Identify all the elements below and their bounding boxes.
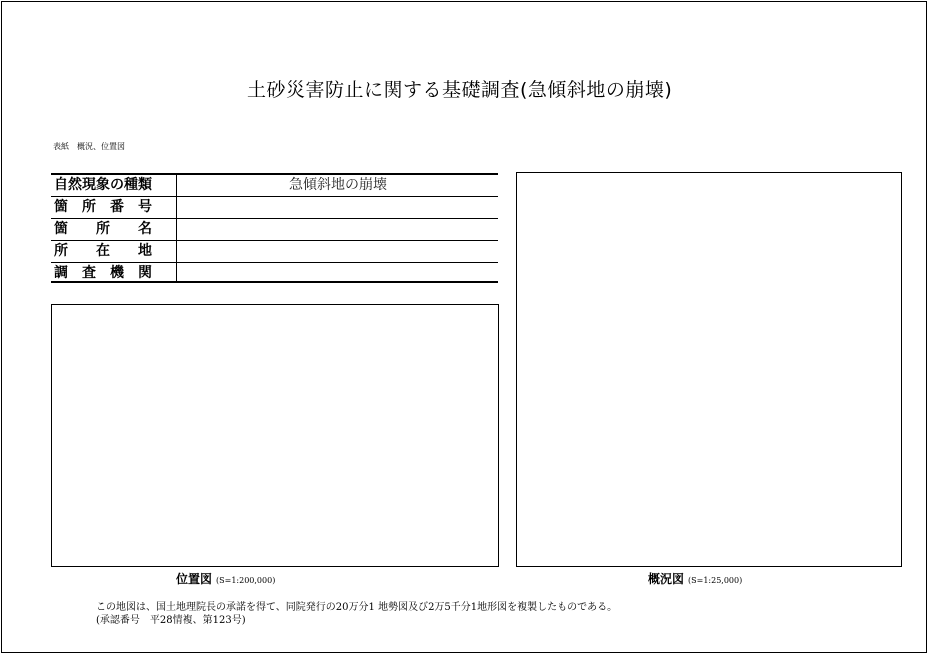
info-value xyxy=(178,241,498,262)
info-label: 自然現象の種類 xyxy=(51,175,177,196)
overview-map-label: 概況図 xyxy=(648,572,685,586)
approval-number-note: (承認番号 平28情複、第123号) xyxy=(96,615,246,626)
info-value xyxy=(178,219,498,240)
location-map-scale: (S=1:200,000) xyxy=(216,576,276,585)
info-row-survey-agency xyxy=(51,263,498,283)
document-title: 土砂災害防止に関する基礎調査(急傾斜地の崩壊) xyxy=(247,79,673,101)
info-row-phenomenon-type xyxy=(51,175,498,197)
map-copyright-note: この地図は、国土地理院長の承諾を得て、同院発行の20万分1 地勢図及び2万5千分1地形図を複製したものである。 xyxy=(96,602,618,613)
info-value xyxy=(178,197,498,218)
document-subtitle: 表紙 概況、位置図 xyxy=(53,142,125,151)
location-map-caption xyxy=(176,570,275,587)
overview-map-scale: (S=1:25,000) xyxy=(688,576,743,585)
info-label: 箇 所 番 号 xyxy=(51,197,177,218)
overview-map-caption xyxy=(648,570,742,587)
info-label: 調 査 機 関 xyxy=(51,263,177,283)
location-map-label: 位置図 xyxy=(176,572,213,586)
info-label: 所 在 地 xyxy=(51,241,177,262)
info-value xyxy=(178,263,498,283)
info-table xyxy=(51,173,498,283)
info-label: 箇 所 名 xyxy=(51,219,177,240)
info-row-location xyxy=(51,241,498,263)
info-row-site-name xyxy=(51,219,498,241)
overview-map-frame xyxy=(516,172,902,567)
location-map-frame xyxy=(51,304,499,567)
info-value: 急傾斜地の崩壊 xyxy=(289,177,387,193)
info-row-site-number xyxy=(51,197,498,219)
